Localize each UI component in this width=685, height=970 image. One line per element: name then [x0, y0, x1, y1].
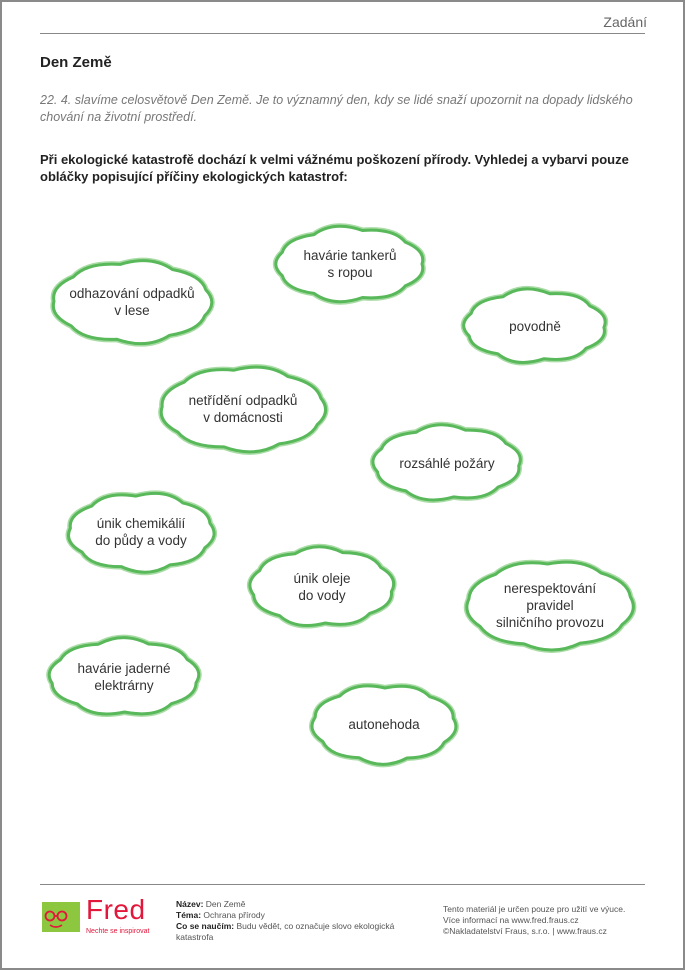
legal-line: ©Nakladatelství Fraus, s.r.o. | www.fraus.cz	[443, 926, 607, 936]
footer-divider	[40, 884, 645, 885]
section-label: Zadání	[603, 14, 647, 30]
cloud-label: netřídění odpadků v domácnosti	[188, 393, 298, 425]
cloud-label: únik oleje do vody	[293, 571, 351, 603]
intro-text: 22. 4. slavíme celosvětově Den Země. Je to významný den, kdy se lidé snaží upozornit na dopady lidského chování na životní prostředí.	[40, 93, 633, 124]
cloud-label: odhazování odpadků v lese	[69, 286, 195, 318]
learn-value: Budu vědět, co označuje slovo ekologická katastrofa	[176, 921, 395, 942]
cloud-waste-sorting[interactable]	[154, 362, 332, 456]
cloud-label: únik chemikálií do půdy a vody	[95, 516, 187, 548]
task-instruction: Při ekologické katastrofě dochází k velmi vážnému poškození přírody. Vyhledej a vybarvi pouze obláčky popisující příčiny ekologických katastrof:	[40, 152, 629, 184]
topic-label: Téma:	[176, 910, 202, 920]
header-divider	[40, 33, 645, 34]
page-title: Den Země	[40, 54, 112, 71]
cloud-oil-leak[interactable]	[244, 543, 400, 631]
name-label: Název:	[176, 899, 204, 909]
legal-line: Více informací na www.fred.fraus.cz	[443, 915, 579, 925]
cloud-label: havárie jaderné elektrárny	[77, 661, 171, 693]
name-value: Den Země	[205, 899, 246, 909]
legal-info	[443, 904, 648, 937]
cloud-label: povodně	[509, 318, 561, 334]
cloud-car-accident[interactable]	[306, 680, 462, 768]
cloud-nuclear-accident[interactable]	[43, 634, 205, 720]
cloud-chemical-leak[interactable]	[62, 488, 220, 576]
legal-line: Tento materiál je určen pouze pro užití ve výuce.	[443, 904, 626, 914]
cloud-label: havárie tankerů s ropou	[303, 248, 397, 280]
topic-value: Ochrana přírody	[203, 910, 265, 920]
cloud-label: rozsáhlé požáry	[399, 455, 495, 471]
cloud-traffic-rules[interactable]	[460, 556, 640, 654]
cloud-littering-forest[interactable]	[46, 256, 218, 348]
cloud-label: autonehoda	[348, 716, 420, 732]
cloud-label: nerespektování pravidel silničního provozu	[495, 580, 605, 630]
cloud-wildfires[interactable]	[367, 421, 527, 505]
brand-name: Fred	[86, 894, 146, 925]
cloud-tanker-accident[interactable]	[270, 222, 430, 306]
brand-tagline: Nechte se inspirovat	[86, 928, 150, 935]
cloud-floods[interactable]	[458, 285, 612, 367]
learn-label: Co se naučím:	[176, 921, 235, 931]
material-info	[176, 899, 416, 943]
